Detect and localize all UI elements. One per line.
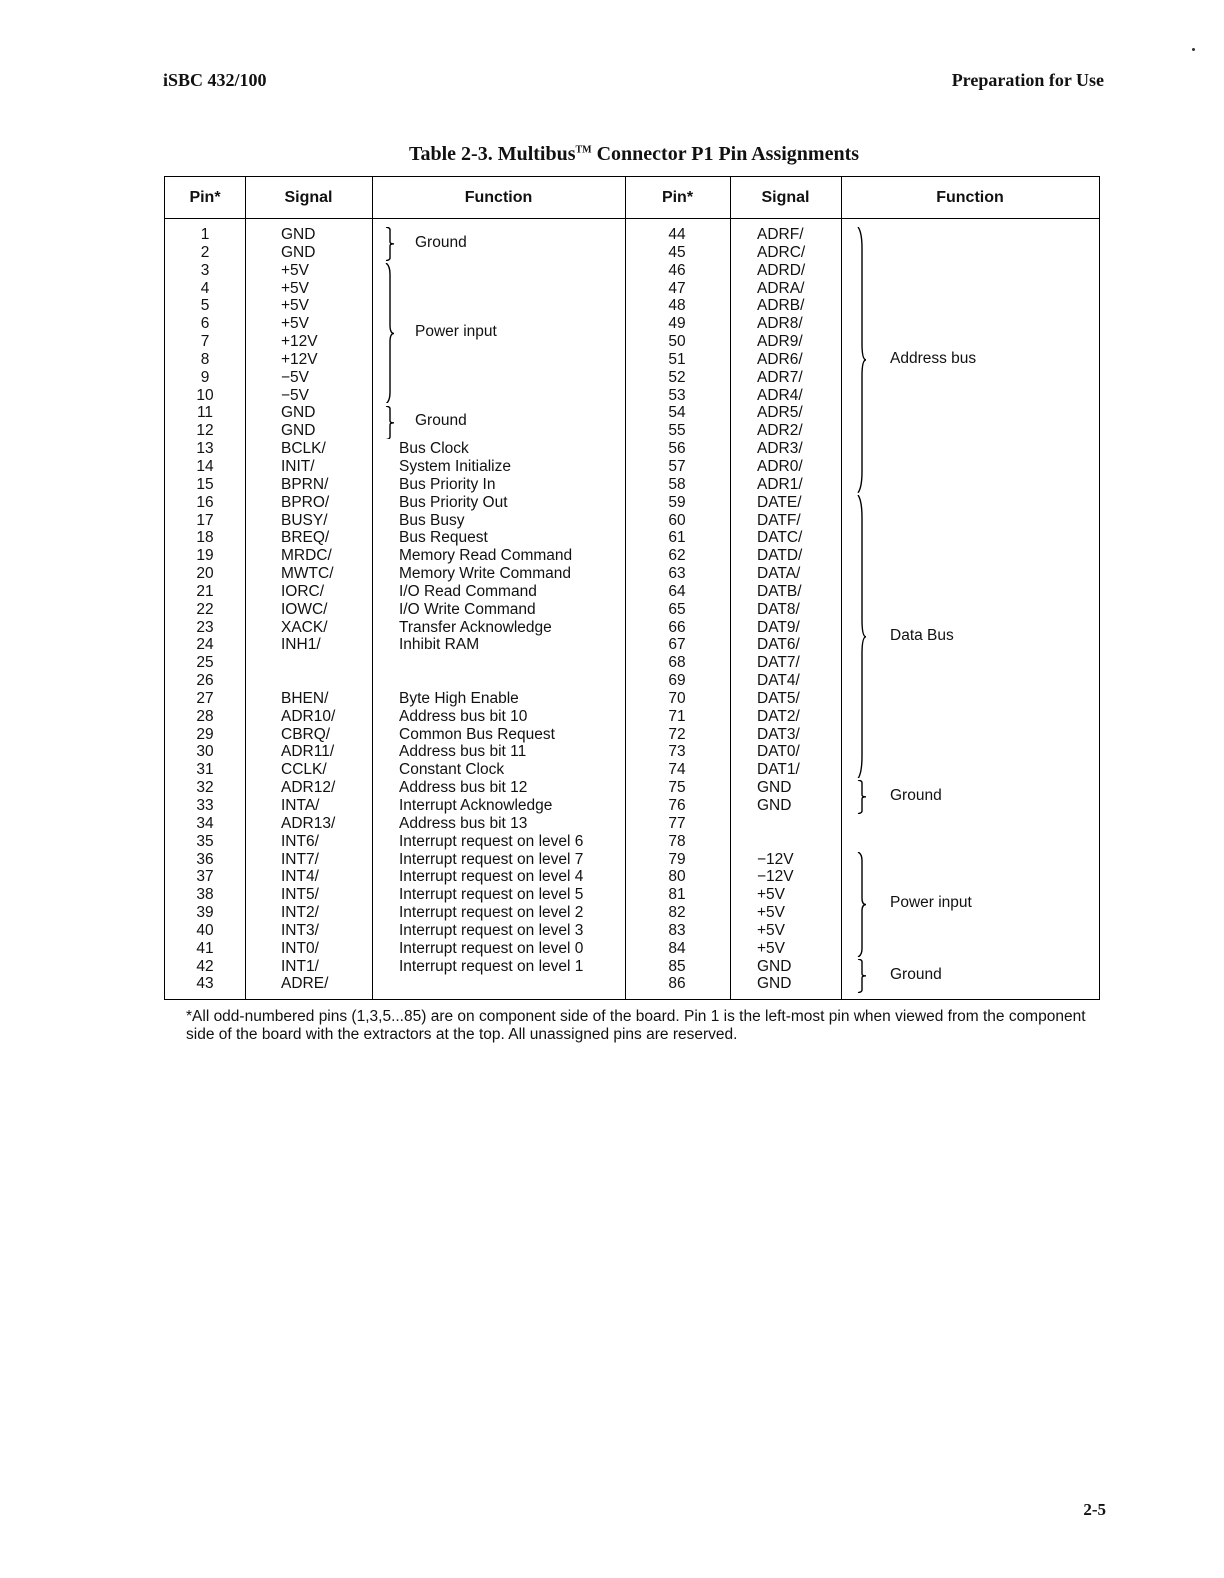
table-cell <box>399 672 623 690</box>
table-cell: 26 <box>196 672 214 690</box>
group-brace <box>385 227 395 261</box>
pin-assignment-table <box>164 176 1100 1000</box>
group-brace <box>857 227 867 493</box>
table-cell: INH1/ <box>281 636 321 654</box>
table-cell: 13 <box>196 440 214 458</box>
table-cell: Transfer Acknowledge <box>399 618 552 636</box>
table-cell: +5V <box>281 297 310 315</box>
group-label: Power input <box>415 323 497 341</box>
table-cell: DATD/ <box>757 547 803 565</box>
table-cell: DAT9/ <box>757 618 800 636</box>
group-label: Ground <box>415 412 467 430</box>
table-cell: 24 <box>196 636 214 654</box>
table-cell: INT2/ <box>281 904 319 922</box>
table-cell: 31 <box>196 761 214 779</box>
table-cell: 72 <box>668 725 686 743</box>
column-rule <box>245 177 246 999</box>
table-cell: DAT8/ <box>757 600 800 618</box>
table-cell: INIT/ <box>281 457 315 475</box>
table-cell: INT7/ <box>281 850 319 868</box>
table-cell: 75 <box>668 779 686 797</box>
table-cell: Address bus bit 10 <box>399 707 528 725</box>
table-cell: 64 <box>668 582 686 600</box>
table-footnote: *All odd-numbered pins (1,3,5...85) are on component side of the board. Pin 1 is the left-most pin when viewed from the component side of the board with the extractors at the top. All unassigned pins are reserved. <box>186 1008 1086 1043</box>
table-cell: +5V <box>757 904 786 922</box>
table-cell: MWTC/ <box>281 565 334 583</box>
table-cell: 58 <box>668 475 686 493</box>
table-cell: +12V <box>281 350 318 368</box>
table-cell: GND <box>281 422 316 440</box>
table-cell <box>399 351 623 369</box>
table-cell: 12 <box>196 422 214 440</box>
table-cell: Interrupt request on level 2 <box>399 904 584 922</box>
table-cell: ADRB/ <box>757 297 805 315</box>
table-cell: Interrupt request on level 4 <box>399 868 584 886</box>
table-cell: Bus Busy <box>399 511 465 529</box>
header-rule <box>165 218 1099 219</box>
table-cell: 52 <box>668 368 686 386</box>
table-cell <box>281 672 371 690</box>
table-cell: 56 <box>668 440 686 458</box>
page-number: 2-5 <box>1083 1500 1106 1519</box>
table-cell: DATF/ <box>757 511 801 529</box>
table-cell: +5V <box>281 279 310 297</box>
left-pin-column <box>173 226 237 993</box>
group-brace <box>857 852 867 957</box>
table-cell: DAT2/ <box>757 707 800 725</box>
table-cell: 79 <box>668 850 686 868</box>
table-cell: 8 <box>200 350 210 368</box>
group-brace <box>857 959 867 993</box>
table-cell <box>757 833 841 851</box>
table-cell: BCLK/ <box>281 440 326 458</box>
stray-mark <box>1192 48 1195 51</box>
table-cell: DAT7/ <box>757 654 800 672</box>
table-cell: ADRE/ <box>281 975 329 993</box>
table-cell: ADRF/ <box>757 226 804 243</box>
group-brace <box>857 780 867 814</box>
table-cell: 38 <box>196 886 214 904</box>
table-cell: ADRD/ <box>757 261 806 279</box>
table-cell: DAT5/ <box>757 689 800 707</box>
table-cell: 49 <box>668 315 686 333</box>
table-title <box>0 143 1224 166</box>
table-cell: 74 <box>668 761 686 779</box>
table-cell: Constant Clock <box>399 761 505 779</box>
table-cell: 34 <box>196 814 214 832</box>
table-cell: 30 <box>196 743 214 761</box>
right-pin-column <box>637 226 717 993</box>
table-cell: BPRN/ <box>281 475 329 493</box>
table-cell: ADR12/ <box>281 779 336 797</box>
table-cell: 82 <box>668 904 686 922</box>
group-label: Address bus <box>890 349 977 367</box>
table-cell: 68 <box>668 654 686 672</box>
group-label: Ground <box>890 965 942 983</box>
table-cell: System Initialize <box>399 457 511 475</box>
table-cell: INT6/ <box>281 832 319 850</box>
table-cell: XACK/ <box>281 618 328 636</box>
table-cell: ADR2/ <box>757 422 803 440</box>
group-brace <box>857 495 867 779</box>
table-cell: ADR13/ <box>281 814 336 832</box>
table-cell: I/O Read Command <box>399 582 537 600</box>
table-cell: 25 <box>196 654 214 672</box>
table-cell: 44 <box>668 226 686 243</box>
table-cell: 2 <box>200 243 210 261</box>
header-signal-right: Signal <box>761 189 810 206</box>
table-cell: 9 <box>200 368 210 386</box>
table-cell: DATC/ <box>757 529 803 547</box>
header-function-left: Function <box>464 189 533 206</box>
table-cell <box>399 387 623 405</box>
table-cell: 3 <box>200 261 210 279</box>
table-cell: −5V <box>281 368 310 386</box>
table-cell: Memory Write Command <box>399 565 571 583</box>
table-cell: INT4/ <box>281 868 319 886</box>
table-cell: 32 <box>196 779 214 797</box>
table-cell: 55 <box>668 422 686 440</box>
table-cell: 41 <box>196 939 214 957</box>
table-cell: 29 <box>196 725 214 743</box>
table-cell: 1 <box>200 226 210 243</box>
table-cell <box>399 280 623 298</box>
table-cell: INT1/ <box>281 957 319 975</box>
table-cell: 45 <box>668 243 686 261</box>
left-signal-column <box>281 226 371 993</box>
table-cell: 85 <box>668 957 686 975</box>
table-cell: ADRC/ <box>757 243 806 261</box>
table-cell: 35 <box>196 832 214 850</box>
table-cell: 66 <box>668 618 686 636</box>
header-pin-right: Pin* <box>661 189 694 206</box>
table-cell: +5V <box>757 939 786 957</box>
table-cell: 14 <box>196 457 214 475</box>
table-cell: Byte High Enable <box>399 689 519 707</box>
table-cell: Interrupt request on level 6 <box>399 832 584 850</box>
table-cell: 77 <box>668 814 686 832</box>
table-cell: +5V <box>757 921 786 939</box>
table-cell: 27 <box>196 689 214 707</box>
table-cell: +5V <box>757 886 786 904</box>
table-cell: 53 <box>668 386 686 404</box>
table-cell: Interrupt request on level 7 <box>399 850 584 868</box>
table-cell: −12V <box>757 850 794 868</box>
table-cell <box>399 654 623 672</box>
table-cell: I/O Write Command <box>399 600 536 618</box>
table-cell: 67 <box>668 636 686 654</box>
table-cell: −12V <box>757 868 794 886</box>
table-cell: DATA/ <box>757 565 801 583</box>
table-cell: DATE/ <box>757 493 802 511</box>
table-cell: 46 <box>668 261 686 279</box>
running-header-right: Preparation for Use <box>951 70 1104 90</box>
table-cell: 83 <box>668 921 686 939</box>
table-cell: 11 <box>196 404 214 422</box>
table-cell: 20 <box>196 565 214 583</box>
table-cell: Interrupt request on level 5 <box>399 886 584 904</box>
table-cell: 7 <box>200 333 210 351</box>
table-cell: MRDC/ <box>281 547 332 565</box>
table-cell: ADRA/ <box>757 279 805 297</box>
table-cell: IOWC/ <box>281 600 328 618</box>
table-cell <box>399 975 623 993</box>
table-cell: 86 <box>668 975 686 993</box>
table-cell: 6 <box>200 315 210 333</box>
table-cell: −5V <box>281 386 310 404</box>
table-cell: 18 <box>196 529 214 547</box>
table-cell: 23 <box>196 618 214 636</box>
table-cell: 50 <box>668 333 686 351</box>
table-title-main: Table 2-3. Multibus <box>408 143 576 165</box>
header-pin-left: Pin* <box>189 189 221 206</box>
header-signal-left: Signal <box>284 189 333 206</box>
table-cell: ADR8/ <box>757 315 803 333</box>
table-cell: 16 <box>196 493 214 511</box>
table-title-rest: Connector P1 Pin Assignments <box>591 143 860 165</box>
table-cell <box>399 262 623 280</box>
table-cell: 5 <box>200 297 210 315</box>
table-cell: 10 <box>196 386 214 404</box>
table-cell: 37 <box>196 868 214 886</box>
table-cell: Inhibit RAM <box>399 636 480 654</box>
table-cell: 42 <box>196 957 214 975</box>
group-label: Ground <box>890 787 942 805</box>
table-cell: 4 <box>200 279 210 297</box>
table-cell: +12V <box>281 333 318 351</box>
table-cell: ADR3/ <box>757 440 803 458</box>
table-cell: CCLK/ <box>281 761 327 779</box>
group-label: Data Bus <box>890 626 954 644</box>
table-cell: Bus Clock <box>399 440 469 458</box>
table-cell: INT0/ <box>281 939 319 957</box>
table-cell: Address bus bit 11 <box>399 743 527 761</box>
table-cell <box>757 815 841 833</box>
table-cell: +5V <box>281 261 310 279</box>
table-cell: Interrupt request on level 3 <box>399 921 584 939</box>
table-cell <box>399 369 623 387</box>
table-cell: Interrupt Acknowledge <box>399 797 553 814</box>
table-cell: GND <box>757 975 792 993</box>
table-cell: Interrupt request on level 1 <box>399 957 584 975</box>
table-cell: DAT4/ <box>757 672 800 690</box>
table-cell: +5V <box>281 315 310 333</box>
table-cell: GND <box>281 404 316 422</box>
table-cell: INTA/ <box>281 797 320 814</box>
table-cell: 76 <box>668 797 686 814</box>
column-rule <box>730 177 731 999</box>
table-cell: DAT1/ <box>757 761 800 779</box>
table-cell: 80 <box>668 868 686 886</box>
table-cell: 48 <box>668 297 686 315</box>
table-cell: 15 <box>196 475 214 493</box>
table-cell: ADR0/ <box>757 457 803 475</box>
column-rule <box>841 177 842 999</box>
table-cell: DAT0/ <box>757 743 800 761</box>
group-label: Ground <box>415 233 467 251</box>
column-rule <box>372 177 373 999</box>
table-cell: ADR10/ <box>281 707 336 725</box>
header-function-right: Function <box>936 189 1004 206</box>
table-cell: CBRQ/ <box>281 725 331 743</box>
table-cell: ADR5/ <box>757 404 803 422</box>
table-cell: 57 <box>668 457 686 475</box>
table-cell: GND <box>757 957 792 975</box>
table-cell: BHEN/ <box>281 689 329 707</box>
table-cell: ADR4/ <box>757 386 803 404</box>
table-cell: 22 <box>196 600 214 618</box>
table-cell: INT3/ <box>281 921 319 939</box>
trademark-mark: TM <box>575 144 592 156</box>
table-cell: 17 <box>196 511 214 529</box>
table-cell: 43 <box>196 975 214 993</box>
table-cell: 54 <box>668 404 686 422</box>
table-cell: 81 <box>668 886 686 904</box>
table-cell: 33 <box>196 797 214 814</box>
table-cell: 73 <box>668 743 686 761</box>
table-cell <box>281 654 371 672</box>
table-cell: BREQ/ <box>281 529 330 547</box>
table-cell: Common Bus Request <box>399 725 555 743</box>
table-cell: 69 <box>668 672 686 690</box>
table-cell: DAT3/ <box>757 725 800 743</box>
table-cell: 51 <box>668 350 686 368</box>
table-cell: 70 <box>668 689 686 707</box>
table-cell: ADR11/ <box>281 743 335 761</box>
table-cell: INT5/ <box>281 886 319 904</box>
table-cell: DATB/ <box>757 582 802 600</box>
table-cell: ADR9/ <box>757 333 803 351</box>
table-cell: 36 <box>196 850 214 868</box>
table-cell: GND <box>281 226 316 243</box>
table-cell: 84 <box>668 939 686 957</box>
table-cell: 28 <box>196 707 214 725</box>
table-cell: 40 <box>196 921 214 939</box>
table-cell: ADR7/ <box>757 368 803 386</box>
table-cell: 19 <box>196 547 214 565</box>
table-cell: GND <box>281 243 316 261</box>
table-cell: 61 <box>668 529 686 547</box>
table-cell: 47 <box>668 279 686 297</box>
table-cell: BPRO/ <box>281 493 330 511</box>
table-cell: GND <box>757 797 792 814</box>
table-cell: 78 <box>668 832 686 850</box>
table-cell: Address bus bit 13 <box>399 814 528 832</box>
table-cell: Bus Priority Out <box>399 493 508 511</box>
table-cell: 21 <box>196 582 214 600</box>
table-cell: 62 <box>668 547 686 565</box>
table-cell: Interrupt request on level 0 <box>399 939 584 957</box>
table-cell <box>399 297 623 315</box>
group-brace <box>385 263 395 404</box>
running-header-left: iSBC 432/100 <box>163 70 267 90</box>
group-brace <box>385 406 395 440</box>
table-cell: ADR1/ <box>757 475 803 493</box>
table-cell: 71 <box>668 707 686 725</box>
table-cell: 65 <box>668 600 686 618</box>
table-cell: Memory Read Command <box>399 547 573 565</box>
table-cell: DAT6/ <box>757 636 800 654</box>
table-cell: 59 <box>668 493 686 511</box>
table-cell: GND <box>757 779 792 797</box>
table-cell: BUSY/ <box>281 511 328 529</box>
table-cell: Bus Request <box>399 529 488 547</box>
table-cell: 39 <box>196 904 214 922</box>
right-signal-column <box>757 226 841 993</box>
column-rule <box>625 177 626 999</box>
table-cell: 63 <box>668 565 686 583</box>
table-cell: IORC/ <box>281 582 325 600</box>
group-label: Power input <box>890 894 972 912</box>
table-cell: Bus Priority In <box>399 475 496 493</box>
table-cell: ADR6/ <box>757 350 803 368</box>
table-cell: Address bus bit 12 <box>399 779 528 797</box>
table-cell: 60 <box>668 511 686 529</box>
